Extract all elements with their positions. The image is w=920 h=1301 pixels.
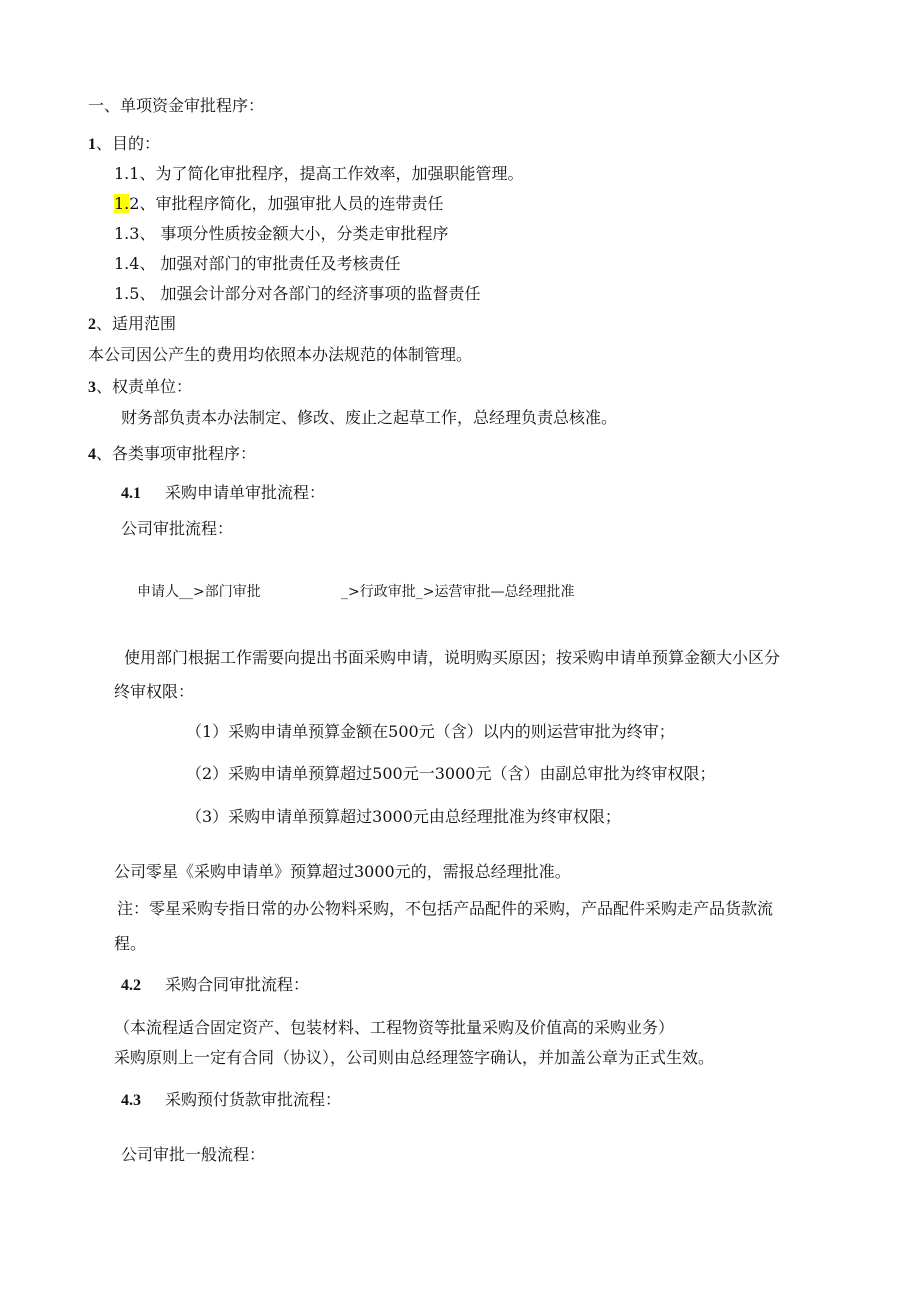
purpose-item-2 <box>114 194 443 214</box>
purpose-item-3: 1.3、 事项分性质按金额大小，分类走审批程序 <box>114 224 449 243</box>
subheading-4-2 <box>121 975 309 996</box>
purpose-item-1: 1.1、为了简化审批程序，提高工作效率，加强职能管理。 <box>114 164 524 183</box>
subheading-text: 采购申请单审批流程： <box>165 483 326 502</box>
contract-scope-note: （本流程适合固定资产、包装材料、工程物资等批量采购及价值高的采购业务） <box>114 1018 675 1037</box>
general-flow-label: 公司审批一般流程： <box>121 1145 266 1164</box>
heading-number: 3 <box>88 379 96 396</box>
heading-number: 4 <box>88 446 96 463</box>
section-title: 一、单项资金审批程序： <box>88 96 265 115</box>
rule-item-1: （1）采购申请单预算金额在500元（含）以内的则运营审批为终审； <box>186 722 675 741</box>
heading-text: 、适用范围 <box>96 314 177 333</box>
note-definition-line2: 程。 <box>114 934 147 953</box>
heading-scope <box>88 314 176 335</box>
highlighted-text: 1. <box>114 194 130 213</box>
heading-approval-procedures <box>88 444 256 465</box>
flow-step-a: 申请人__>部门审批 <box>137 584 261 600</box>
rule-item-2: （2）采购申请单预算超过500元一3000元（含）由副总审批为终审权限； <box>186 764 716 783</box>
heading-text: 、目的： <box>96 134 161 153</box>
scope-body: 本公司因公产生的费用均依照本办法规范的体制管理。 <box>88 345 473 364</box>
contract-principle: 采购原则上一定有合同（协议），公司则由总经理签字确认，并加盖公章为正式生效。 <box>114 1048 715 1067</box>
flow-label: 公司审批流程： <box>121 519 234 538</box>
purchase-request-paragraph-line2: 终审权限： <box>114 682 195 701</box>
subheading-number: 4.2 <box>121 977 141 994</box>
heading-responsibility <box>88 377 192 398</box>
subheading-text: 采购预付货款审批流程： <box>165 1090 342 1109</box>
heading-text: 、各类事项审批程序： <box>96 444 257 463</box>
heading-number: 1 <box>88 136 96 153</box>
note-small-purchase: 公司零星《采购申请单》预算超过3000元的，需报总经理批准。 <box>114 862 571 881</box>
purchase-request-paragraph-line1: 使用部门根据工作需要向提出书面采购申请，说明购买原因；按采购申请单预算金额大小区分 <box>124 648 781 667</box>
purpose-item-4: 1.4、 加强对部门的审批责任及考核责任 <box>114 254 401 273</box>
subheading-4-3 <box>121 1090 341 1111</box>
note-definition-line1: 注：零星采购专指日常的办公物料采购，不包括产品配件的采购，产品配件采购走产品货款流 <box>117 899 774 918</box>
subheading-4-1 <box>121 483 325 504</box>
purpose-item-2-text: 2、审批程序简化，加强审批人员的连带责任 <box>129 194 444 213</box>
heading-number: 2 <box>88 316 96 333</box>
subheading-number: 4.1 <box>121 485 141 502</box>
subheading-text: 采购合同审批流程： <box>165 975 310 994</box>
subheading-number: 4.3 <box>121 1092 141 1109</box>
rule-item-3: （3）采购申请单预算超过3000元由总经理批准为终审权限； <box>186 807 621 826</box>
flow-step-b: _>行政审批_>运营审批—总经理批准 <box>341 584 575 600</box>
heading-text: 、权责单位： <box>96 377 193 396</box>
responsibility-body: 财务部负责本办法制定、修改、废止之起草工作，总经理负责总核准。 <box>121 408 618 427</box>
heading-purpose <box>88 134 160 155</box>
purpose-item-5: 1.5、 加强会计部分对各部门的经济事项的监督责任 <box>114 284 481 303</box>
